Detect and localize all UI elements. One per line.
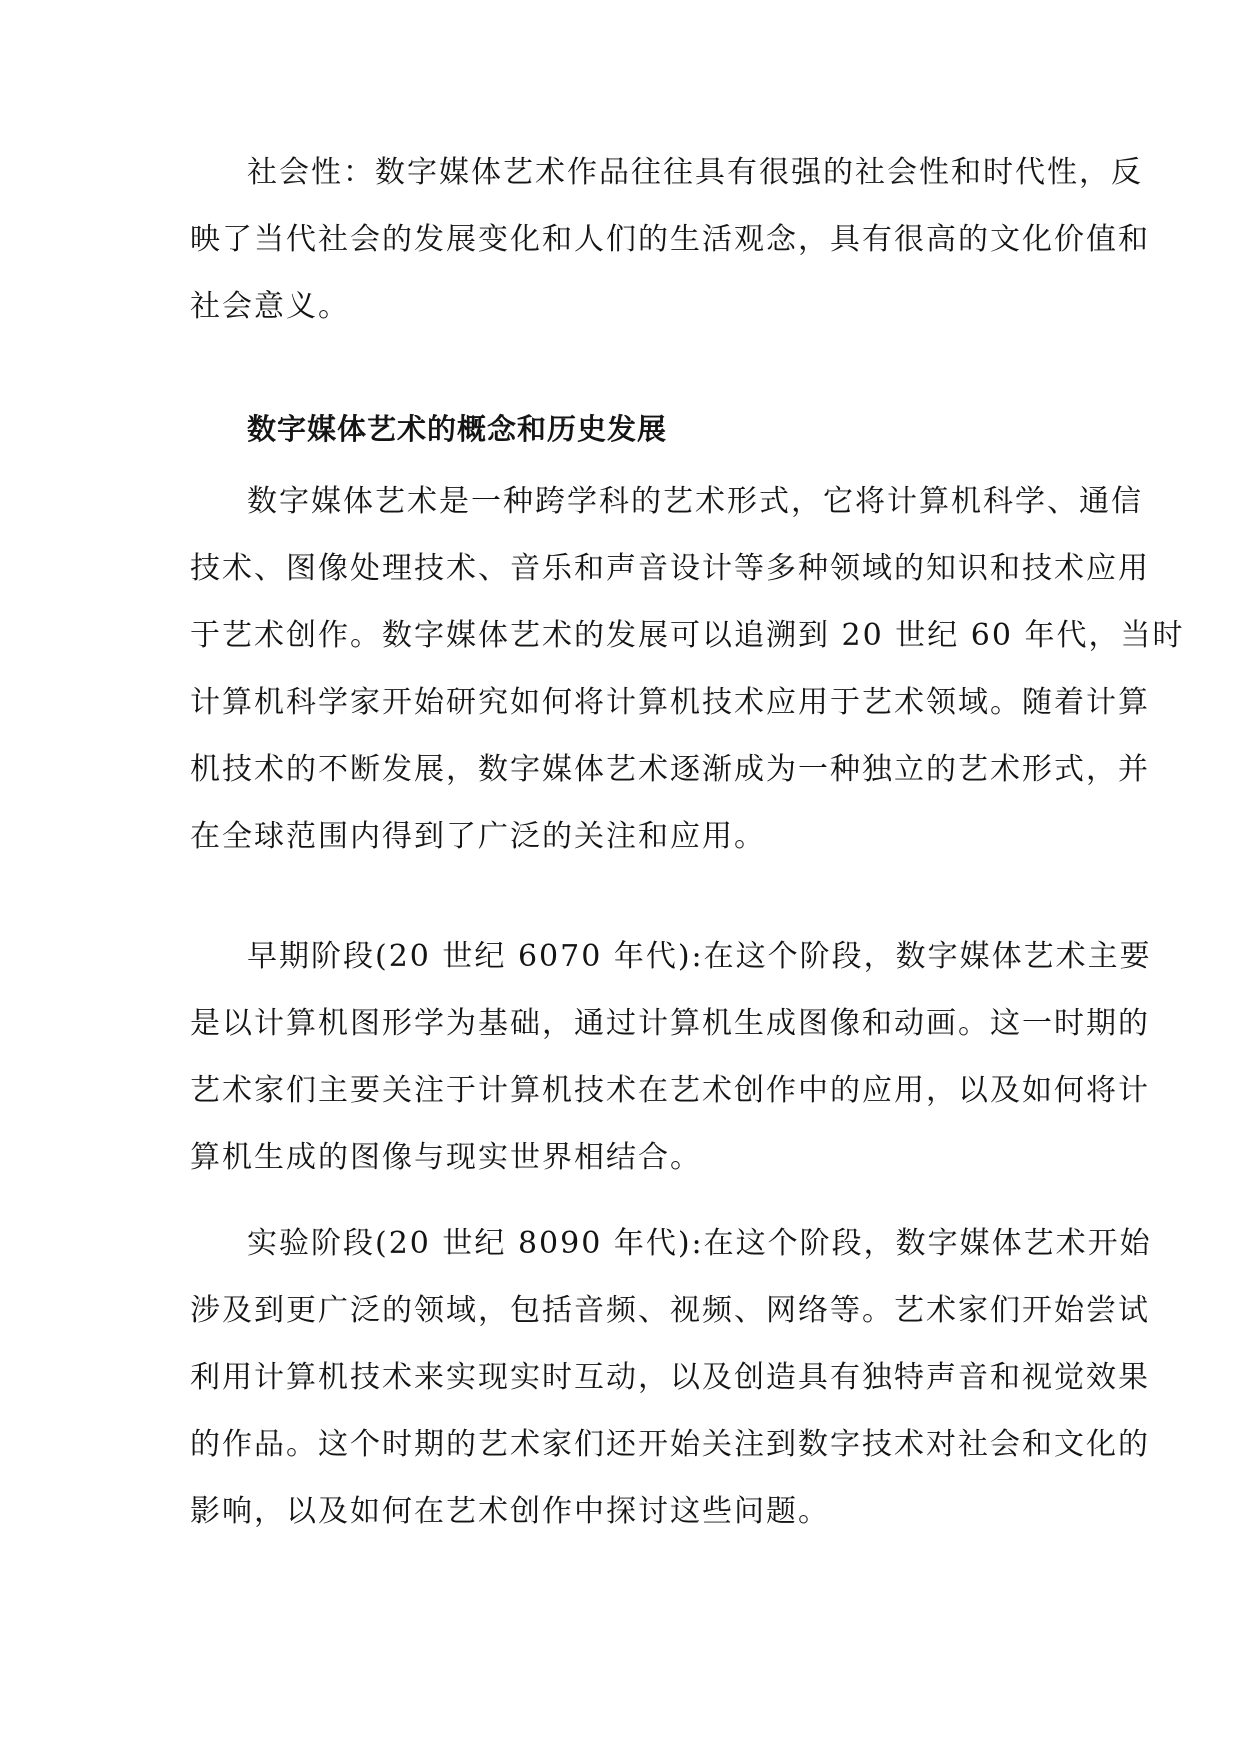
paragraph-line: 早期阶段(20 世纪 6070 年代):在这个阶段，数字媒体艺术主要 xyxy=(247,939,1152,974)
paragraph-line: 机技术的不断发展，数字媒体艺术逐渐成为一种独立的艺术形式，并 xyxy=(190,752,1150,787)
paragraph-line: 计算机科学家开始研究如何将计算机技术应用于艺术领域。随着计算 xyxy=(190,685,1150,720)
paragraph-line: 是以计算机图形学为基础，通过计算机生成图像和动画。这一时期的 xyxy=(190,1006,1150,1041)
paragraph-line: 算机生成的图像与现实世界相结合。 xyxy=(190,1140,702,1175)
paragraph-line: 数字媒体艺术是一种跨学科的艺术形式，它将计算机科学、通信 xyxy=(247,484,1143,519)
paragraph-line: 利用计算机技术来实现实时互动，以及创造具有独特声音和视觉效果 xyxy=(190,1360,1150,1395)
paragraph-line: 的作品。这个时期的艺术家们还开始关注到数字技术对社会和文化的 xyxy=(190,1427,1150,1462)
paragraph-line: 在全球范围内得到了广泛的关注和应用。 xyxy=(190,819,766,854)
paragraph-line: 社会意义。 xyxy=(190,289,350,324)
paragraph-line: 实验阶段(20 世纪 8090 年代):在这个阶段，数字媒体艺术开始 xyxy=(247,1226,1152,1261)
paragraph-line: 影响，以及如何在艺术创作中探讨这些问题。 xyxy=(190,1494,830,1529)
paragraph-line: 艺术家们主要关注于计算机技术在艺术创作中的应用，以及如何将计 xyxy=(190,1073,1150,1108)
paragraph-line: 社会性：数字媒体艺术作品往往具有很强的社会性和时代性，反 xyxy=(247,155,1143,190)
paragraph-line: 涉及到更广泛的领域，包括音频、视频、网络等。艺术家们开始尝试 xyxy=(190,1293,1150,1328)
paragraph-line: 技术、图像处理技术、音乐和声音设计等多种领域的知识和技术应用 xyxy=(190,551,1150,586)
paragraph-line: 映了当代社会的发展变化和人们的生活观念，具有很高的文化价值和 xyxy=(190,222,1150,257)
section-heading: 数字媒体艺术的概念和历史发展 xyxy=(247,412,668,446)
paragraph-line: 于艺术创作。数字媒体艺术的发展可以追溯到 20 世纪 60 年代，当时 xyxy=(190,618,1185,653)
